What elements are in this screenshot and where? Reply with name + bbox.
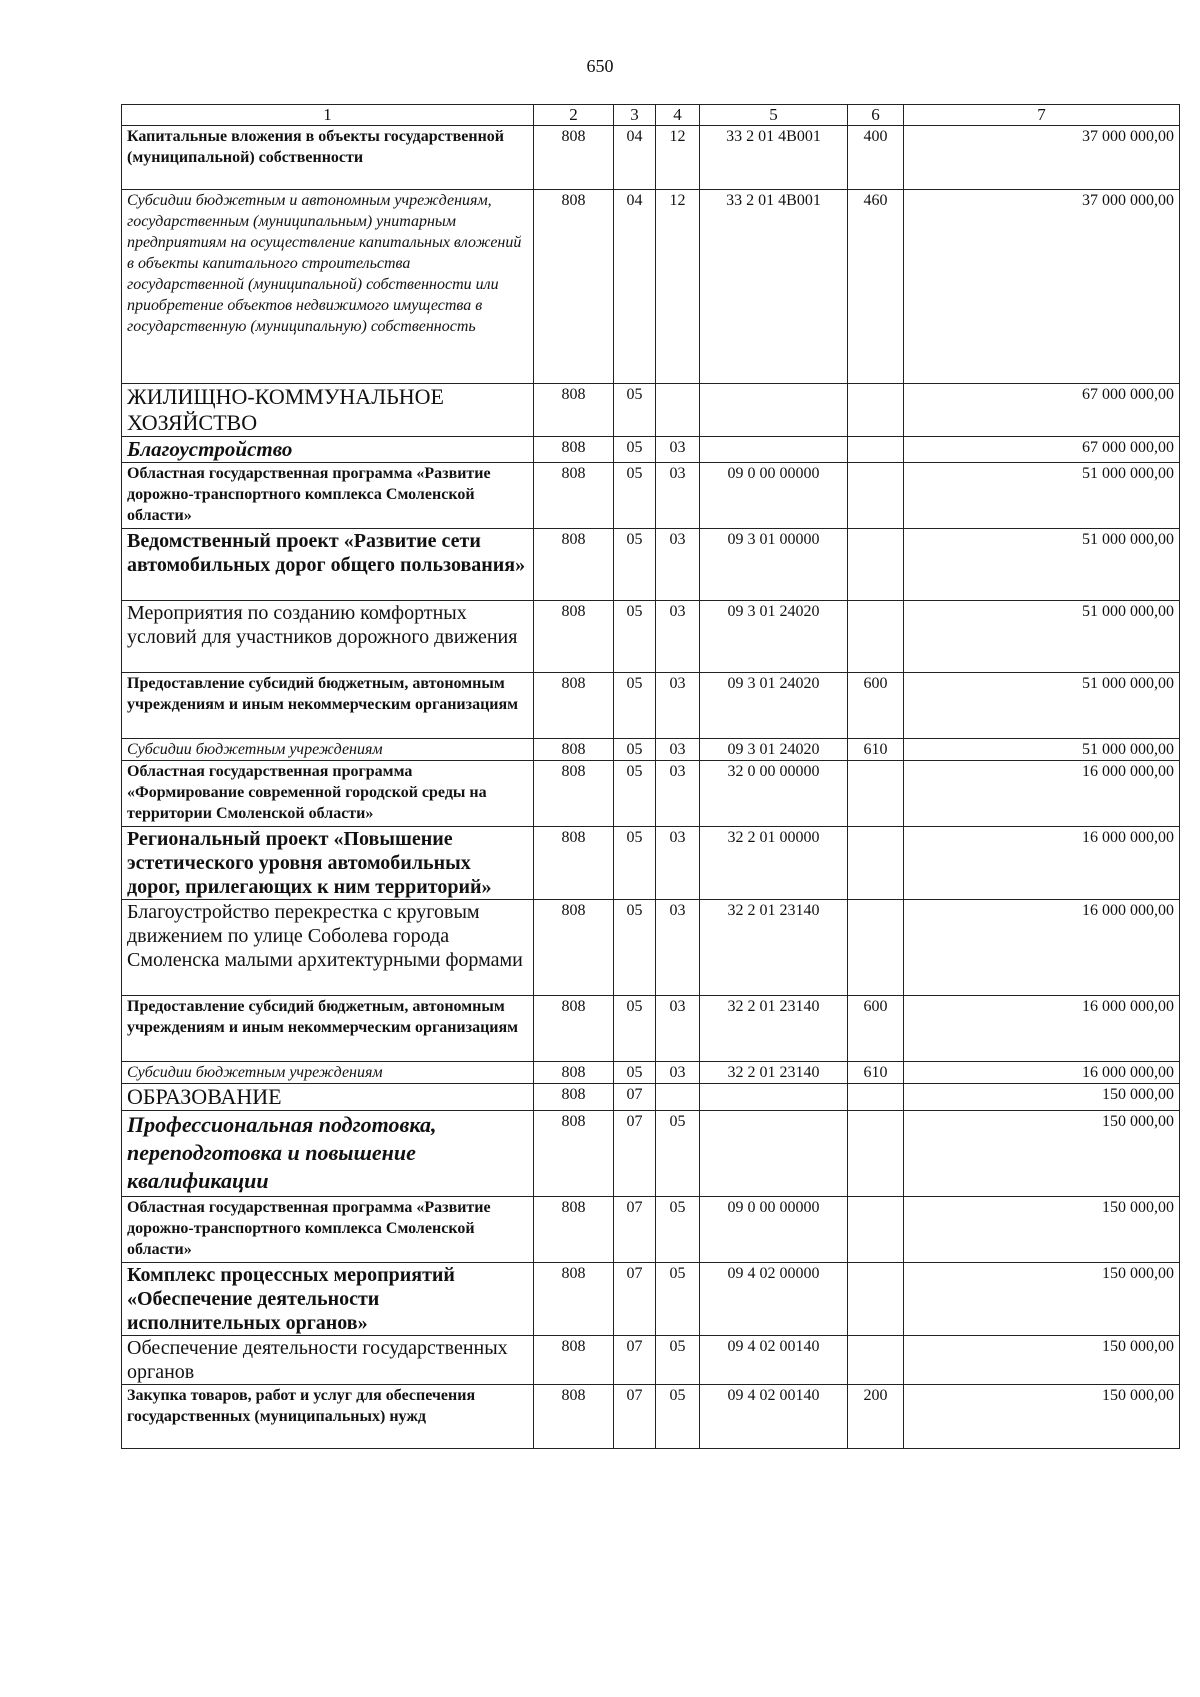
row-name: Обеспечение деятельности государственных органов [122,1336,534,1385]
cell-subsection: 05 [656,1197,700,1263]
cell-amount: 16 000 000,00 [904,827,1180,900]
cell-target-article: 33 2 01 4В001 [700,190,848,384]
cell-subsection: 03 [656,437,700,463]
cell-admin-code: 808 [534,1336,614,1385]
cell-expense-type [848,1336,904,1385]
table-row [122,384,1180,437]
cell-admin-code: 808 [534,1197,614,1263]
cell-amount: 37 000 000,00 [904,190,1180,384]
table-row [122,126,1180,190]
cell-admin-code: 808 [534,126,614,190]
row-name: Профессиональная подготовка, переподготовка и повышение квалификации [122,1111,534,1197]
cell-section: 07 [614,1197,656,1263]
cell-expense-type [848,601,904,673]
cell-subsection: 03 [656,827,700,900]
cell-admin-code: 808 [534,384,614,437]
cell-subsection: 03 [656,900,700,996]
table-row [122,1336,1180,1385]
row-name: Ведомственный проект «Развитие сети автомобильных дорог общего пользования» [122,529,534,601]
cell-admin-code: 808 [534,1263,614,1336]
cell-expense-type [848,1197,904,1263]
cell-admin-code: 808 [534,529,614,601]
cell-target-article: 09 3 01 24020 [700,601,848,673]
column-header: 5 [700,105,848,126]
table-row [122,1385,1180,1449]
row-name: Закупка товаров, работ и услуг для обеспечения государственных (муниципальных) нужд [122,1385,534,1449]
cell-target-article [700,437,848,463]
cell-expense-type [848,463,904,529]
row-name: ОБРАЗОВАНИЕ [122,1084,534,1111]
cell-subsection [656,1084,700,1111]
cell-amount: 150 000,00 [904,1336,1180,1385]
cell-admin-code: 808 [534,1062,614,1084]
row-name: Благоустройство перекрестка с круговым движением по улице Соболева города Смоленска малыми архитектурными формами [122,900,534,996]
cell-expense-type [848,384,904,437]
cell-amount: 150 000,00 [904,1084,1180,1111]
column-header: 4 [656,105,700,126]
cell-amount: 51 000 000,00 [904,739,1180,761]
cell-amount: 16 000 000,00 [904,996,1180,1062]
row-name: Региональный проект «Повышение эстетического уровня автомобильных дорог, прилегающих к ним территорий» [122,827,534,900]
cell-amount: 51 000 000,00 [904,673,1180,739]
cell-target-article [700,1084,848,1111]
table-row [122,190,1180,384]
cell-target-article: 09 4 02 00140 [700,1385,848,1449]
cell-section: 04 [614,190,656,384]
cell-expense-type [848,1111,904,1197]
row-name: Предоставление субсидий бюджетным, автономным учреждениям и иным некоммерческим организациям [122,673,534,739]
table-row [122,673,1180,739]
table-row [122,1197,1180,1263]
cell-amount: 16 000 000,00 [904,761,1180,827]
cell-section: 07 [614,1385,656,1449]
cell-target-article: 32 0 00 00000 [700,761,848,827]
cell-subsection: 12 [656,126,700,190]
cell-admin-code: 808 [534,1385,614,1449]
cell-section: 05 [614,996,656,1062]
cell-expense-type [848,827,904,900]
row-name: Комплекс процессных мероприятий «Обеспечение деятельности исполнительных органов» [122,1263,534,1336]
cell-admin-code: 808 [534,1111,614,1197]
cell-expense-type: 610 [848,1062,904,1084]
cell-section: 07 [614,1111,656,1197]
table-header-row [122,105,1180,126]
cell-expense-type [848,900,904,996]
cell-section: 05 [614,827,656,900]
row-name: Капитальные вложения в объекты государственной (муниципальной) собственности [122,126,534,190]
row-name: Областная государственная программа «Развитие дорожно-транспортного комплекса Смоленской области» [122,1197,534,1263]
cell-amount: 150 000,00 [904,1197,1180,1263]
cell-section: 05 [614,437,656,463]
cell-target-article: 32 2 01 00000 [700,827,848,900]
cell-amount: 16 000 000,00 [904,1062,1180,1084]
cell-amount: 67 000 000,00 [904,437,1180,463]
column-header: 6 [848,105,904,126]
row-name: Областная государственная программа «Развитие дорожно-транспортного комплекса Смоленской области» [122,463,534,529]
table-row [122,1263,1180,1336]
cell-admin-code: 808 [534,1084,614,1111]
cell-target-article: 09 3 01 00000 [700,529,848,601]
table-row [122,437,1180,463]
cell-subsection: 12 [656,190,700,384]
cell-section: 05 [614,900,656,996]
page-number: 650 [586,56,614,76]
cell-expense-type [848,529,904,601]
cell-subsection: 03 [656,463,700,529]
cell-section: 07 [614,1336,656,1385]
cell-subsection: 03 [656,761,700,827]
cell-expense-type [848,1263,904,1336]
table-row [122,463,1180,529]
cell-subsection: 03 [656,1062,700,1084]
cell-expense-type [848,1084,904,1111]
cell-target-article: 09 0 00 00000 [700,463,848,529]
cell-expense-type: 610 [848,739,904,761]
column-header: 2 [534,105,614,126]
column-header: 7 [904,105,1180,126]
cell-subsection: 03 [656,673,700,739]
cell-target-article: 09 3 01 24020 [700,739,848,761]
cell-section: 04 [614,126,656,190]
cell-subsection: 05 [656,1385,700,1449]
budget-table [121,104,1180,1449]
cell-section: 05 [614,1062,656,1084]
cell-admin-code: 808 [534,996,614,1062]
table-row [122,1084,1180,1111]
table-row [122,827,1180,900]
cell-subsection: 05 [656,1263,700,1336]
cell-section: 05 [614,384,656,437]
cell-admin-code: 808 [534,827,614,900]
cell-target-article: 32 2 01 23140 [700,1062,848,1084]
cell-subsection: 03 [656,739,700,761]
table-row [122,601,1180,673]
cell-amount: 51 000 000,00 [904,529,1180,601]
cell-section: 07 [614,1263,656,1336]
cell-expense-type [848,437,904,463]
cell-section: 05 [614,761,656,827]
row-name: Областная государственная программа «Формирование современной городской среды на территории Смоленской области» [122,761,534,827]
cell-section: 05 [614,739,656,761]
cell-expense-type: 200 [848,1385,904,1449]
cell-subsection: 05 [656,1336,700,1385]
cell-admin-code: 808 [534,739,614,761]
cell-subsection: 03 [656,529,700,601]
column-header: 1 [122,105,534,126]
table-row [122,529,1180,601]
cell-subsection: 05 [656,1111,700,1197]
cell-admin-code: 808 [534,463,614,529]
cell-section: 05 [614,601,656,673]
cell-subsection: 03 [656,601,700,673]
row-name: ЖИЛИЩНО-КОММУНАЛЬНОЕ ХОЗЯЙСТВО [122,384,534,437]
cell-amount: 150 000,00 [904,1111,1180,1197]
column-header: 3 [614,105,656,126]
table-row [122,1062,1180,1084]
cell-amount: 67 000 000,00 [904,384,1180,437]
row-name: Предоставление субсидий бюджетным, автономным учреждениям и иным некоммерческим организациям [122,996,534,1062]
cell-expense-type: 600 [848,673,904,739]
cell-expense-type [848,761,904,827]
row-name: Мероприятия по созданию комфортных условий для участников дорожного движения [122,601,534,673]
row-name: Субсидии бюджетным учреждениям [122,739,534,761]
cell-section: 05 [614,463,656,529]
row-name: Субсидии бюджетным и автономным учреждениям, государственным (муниципальным) унитарным предприятиям на осуществление капитальных вложений в объекты капитального строительства государственной (муниципальной) собственности или приобретение объектов недвижимого имущества в государственную (муниципальную) собственность [122,190,534,384]
table-row [122,739,1180,761]
cell-section: 05 [614,529,656,601]
cell-amount: 51 000 000,00 [904,601,1180,673]
cell-target-article: 09 3 01 24020 [700,673,848,739]
table-row [122,900,1180,996]
cell-expense-type: 460 [848,190,904,384]
cell-target-article [700,1111,848,1197]
cell-amount: 37 000 000,00 [904,126,1180,190]
cell-expense-type: 600 [848,996,904,1062]
cell-amount: 150 000,00 [904,1263,1180,1336]
cell-target-article [700,384,848,437]
cell-admin-code: 808 [534,437,614,463]
cell-target-article: 09 0 00 00000 [700,1197,848,1263]
cell-amount: 16 000 000,00 [904,900,1180,996]
cell-admin-code: 808 [534,190,614,384]
cell-subsection [656,384,700,437]
row-name: Благоустройство [122,437,534,463]
cell-section: 05 [614,673,656,739]
cell-admin-code: 808 [534,673,614,739]
cell-section: 07 [614,1084,656,1111]
table-row [122,761,1180,827]
cell-amount: 150 000,00 [904,1385,1180,1449]
cell-target-article: 32 2 01 23140 [700,996,848,1062]
cell-target-article: 32 2 01 23140 [700,900,848,996]
cell-amount: 51 000 000,00 [904,463,1180,529]
cell-subsection: 03 [656,996,700,1062]
table-row [122,1111,1180,1197]
cell-target-article: 33 2 01 4В001 [700,126,848,190]
row-name: Субсидии бюджетным учреждениям [122,1062,534,1084]
cell-admin-code: 808 [534,761,614,827]
table-row [122,996,1180,1062]
cell-admin-code: 808 [534,900,614,996]
cell-target-article: 09 4 02 00000 [700,1263,848,1336]
cell-admin-code: 808 [534,601,614,673]
cell-expense-type: 400 [848,126,904,190]
cell-target-article: 09 4 02 00140 [700,1336,848,1385]
